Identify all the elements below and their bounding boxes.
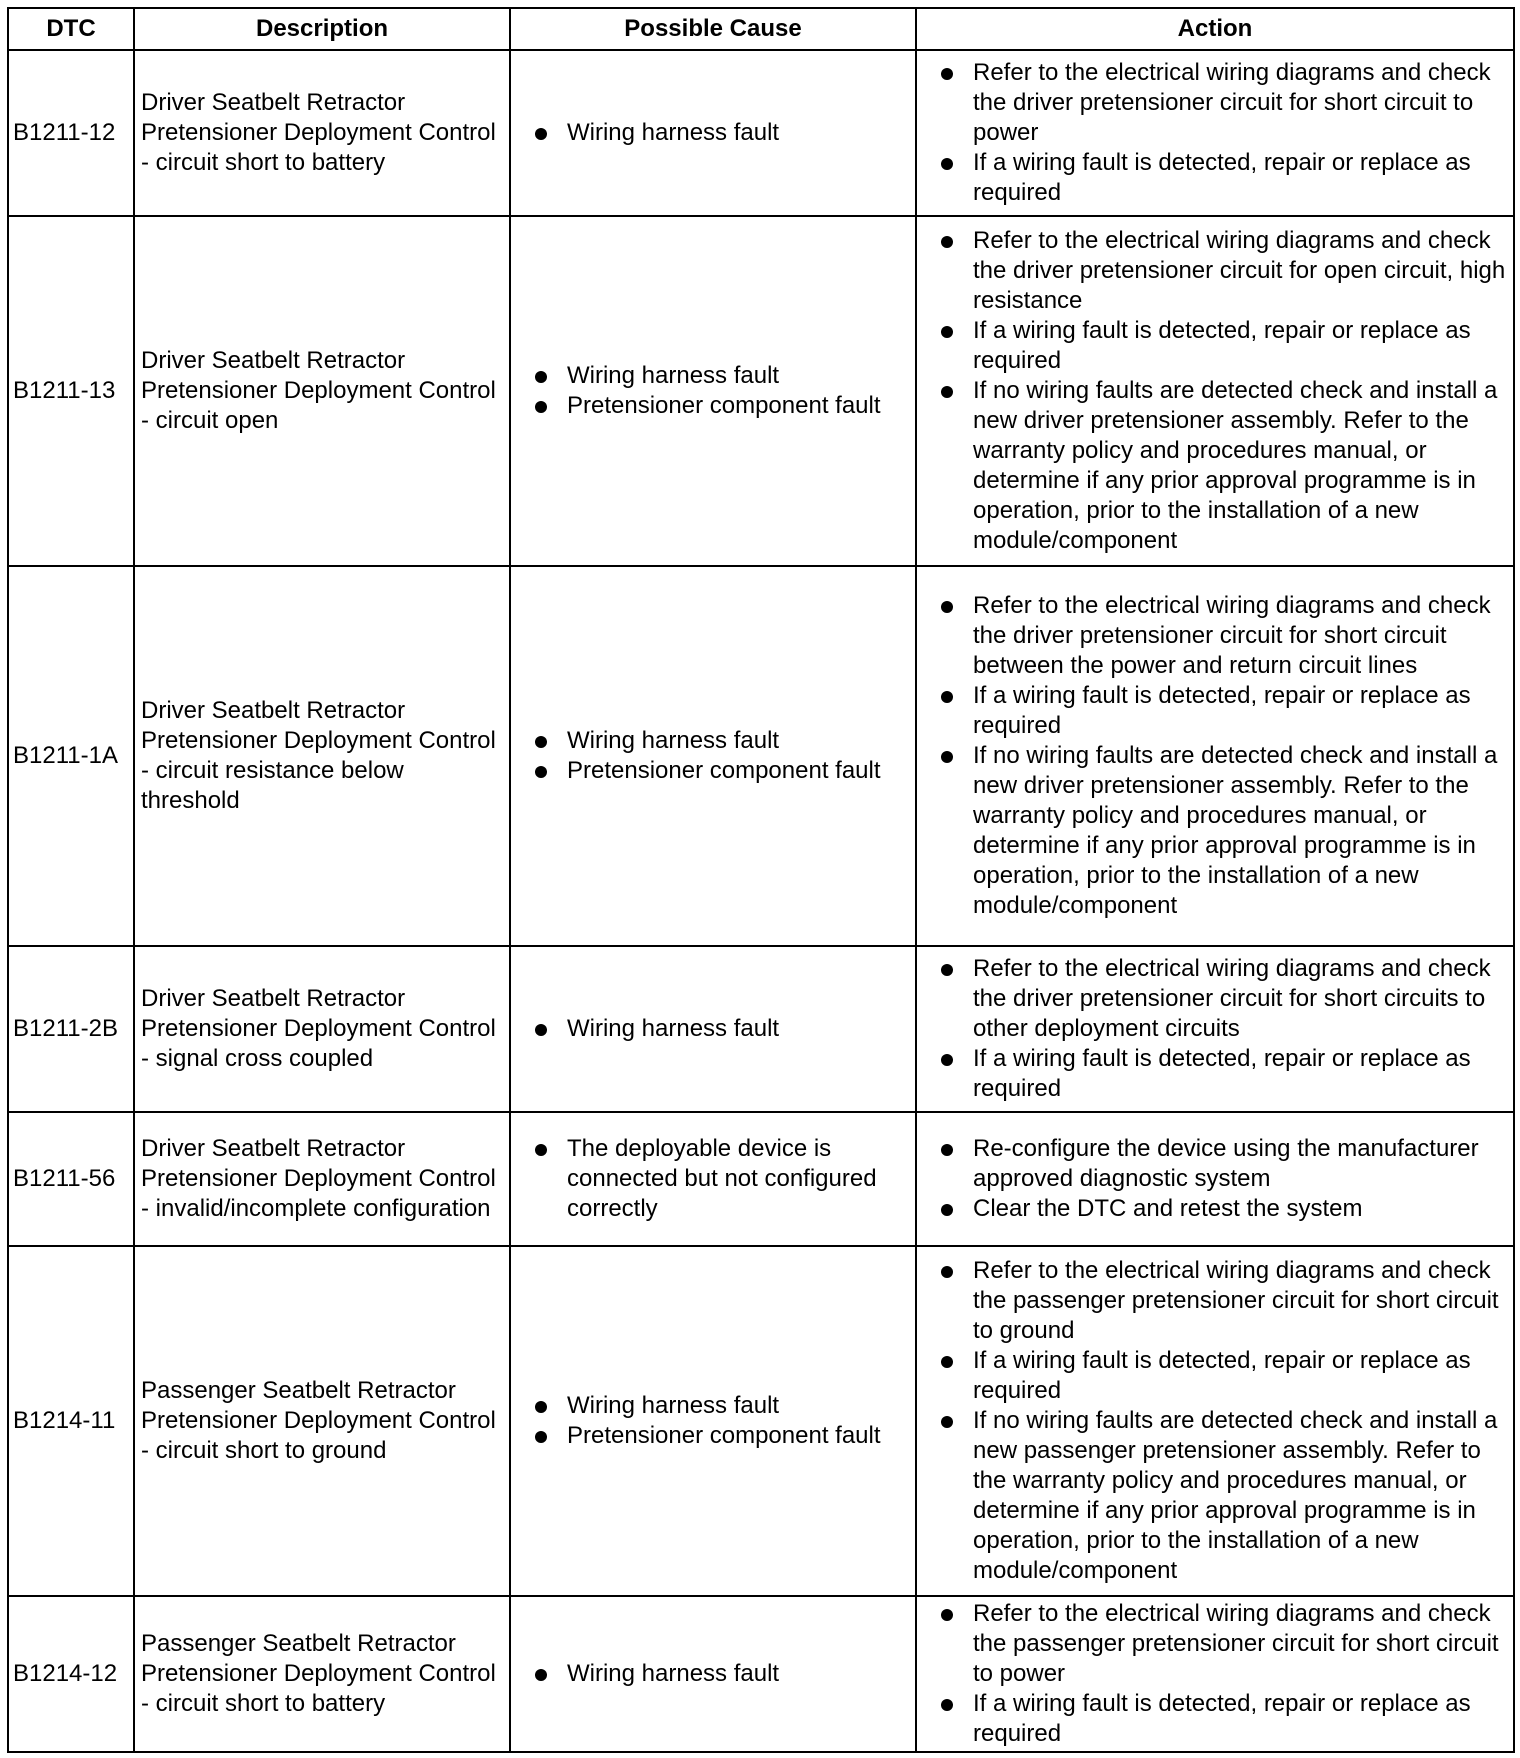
action-item: Clear the DTC and retest the system [937, 1194, 1507, 1224]
header-description: Description [134, 8, 510, 50]
action-item: If a wiring fault is detected, repair or replace as required [937, 681, 1507, 741]
dtc-code: B1211-2B [8, 946, 134, 1112]
possible-cause [510, 566, 916, 946]
dtc-code: B1214-11 [8, 1246, 134, 1596]
cause-item: Pretensioner component fault [531, 1421, 911, 1451]
possible-cause [510, 216, 916, 566]
action [916, 946, 1514, 1112]
table-row [8, 566, 1514, 946]
description: Driver Seatbelt Retractor Pretensioner Deployment Control - circuit resistance below threshold [134, 566, 510, 946]
table-row [8, 1246, 1514, 1596]
description: Passenger Seatbelt Retractor Pretensioner Deployment Control - circuit short to ground [134, 1246, 510, 1596]
action-item: If no wiring faults are detected check and install a new driver pretensioner assembly. Refer to the warranty policy and procedures manual, or determine if any prior approval programme is in operation, prior to the installation of a new module/component [937, 376, 1507, 556]
action-item: Refer to the electrical wiring diagrams and check the passenger pretensioner circuit for short circuit to ground [937, 1256, 1507, 1346]
cause-item: Pretensioner component fault [531, 391, 911, 421]
action-item: If no wiring faults are detected check and install a new passenger pretensioner assembly. Refer to the warranty policy and procedures manual, or determine if any prior approval programme is in operation, prior to the installation of a new module/component [937, 1406, 1507, 1586]
cause-item: Wiring harness fault [531, 361, 911, 391]
header-cause: Possible Cause [510, 8, 916, 50]
table-row [8, 1596, 1514, 1752]
description: Driver Seatbelt Retractor Pretensioner Deployment Control - circuit short to battery [134, 50, 510, 216]
table-row [8, 946, 1514, 1112]
action-item: If a wiring fault is detected, repair or replace as required [937, 1346, 1507, 1406]
action-item: Refer to the electrical wiring diagrams and check the driver pretensioner circuit for open circuit, high resistance [937, 226, 1507, 316]
header-row [8, 8, 1514, 50]
description: Passenger Seatbelt Retractor Pretensioner Deployment Control - circuit short to battery [134, 1596, 510, 1752]
action-item: Refer to the electrical wiring diagrams and check the driver pretensioner circuit for short circuit between the power and return circuit lines [937, 591, 1507, 681]
action-item: If a wiring fault is detected, repair or replace as required [937, 316, 1507, 376]
header-action: Action [916, 8, 1514, 50]
action [916, 1112, 1514, 1246]
action-item: Refer to the electrical wiring diagrams and check the driver pretensioner circuit for short circuits to other deployment circuits [937, 954, 1507, 1044]
table-row [8, 1112, 1514, 1246]
possible-cause [510, 1112, 916, 1246]
action-item: If a wiring fault is detected, repair or replace as required [937, 148, 1507, 208]
cause-item: Pretensioner component fault [531, 756, 911, 786]
dtc-table [7, 7, 1515, 1753]
action [916, 1596, 1514, 1752]
header-dtc: DTC [8, 8, 134, 50]
cause-item: Wiring harness fault [531, 118, 911, 148]
dtc-code: B1211-12 [8, 50, 134, 216]
description: Driver Seatbelt Retractor Pretensioner Deployment Control - circuit open [134, 216, 510, 566]
cause-item: Wiring harness fault [531, 1391, 911, 1421]
table-row [8, 216, 1514, 566]
description: Driver Seatbelt Retractor Pretensioner Deployment Control - invalid/incomplete configuration [134, 1112, 510, 1246]
cause-item: The deployable device is connected but not configured correctly [531, 1134, 911, 1224]
action [916, 566, 1514, 946]
table-row [8, 50, 1514, 216]
dtc-code: B1211-56 [8, 1112, 134, 1246]
action-item: Re-configure the device using the manufacturer approved diagnostic system [937, 1134, 1507, 1194]
cause-item: Wiring harness fault [531, 726, 911, 756]
action [916, 50, 1514, 216]
dtc-code: B1211-1A [8, 566, 134, 946]
cause-item: Wiring harness fault [531, 1659, 911, 1689]
possible-cause [510, 50, 916, 216]
action-item: If a wiring fault is detected, repair or replace as required [937, 1044, 1507, 1104]
description: Driver Seatbelt Retractor Pretensioner Deployment Control - signal cross coupled [134, 946, 510, 1112]
dtc-code: B1214-12 [8, 1596, 134, 1752]
action [916, 216, 1514, 566]
action-item: If no wiring faults are detected check and install a new driver pretensioner assembly. Refer to the warranty policy and procedures manual, or determine if any prior approval programme is in operation, prior to the installation of a new module/component [937, 741, 1507, 921]
dtc-code: B1211-13 [8, 216, 134, 566]
action-item: If a wiring fault is detected, repair or replace as required [937, 1689, 1507, 1749]
possible-cause [510, 1246, 916, 1596]
action [916, 1246, 1514, 1596]
action-item: Refer to the electrical wiring diagrams and check the passenger pretensioner circuit for short circuit to power [937, 1599, 1507, 1689]
possible-cause [510, 946, 916, 1112]
cause-item: Wiring harness fault [531, 1014, 911, 1044]
action-item: Refer to the electrical wiring diagrams and check the driver pretensioner circuit for short circuit to power [937, 58, 1507, 148]
possible-cause [510, 1596, 916, 1752]
